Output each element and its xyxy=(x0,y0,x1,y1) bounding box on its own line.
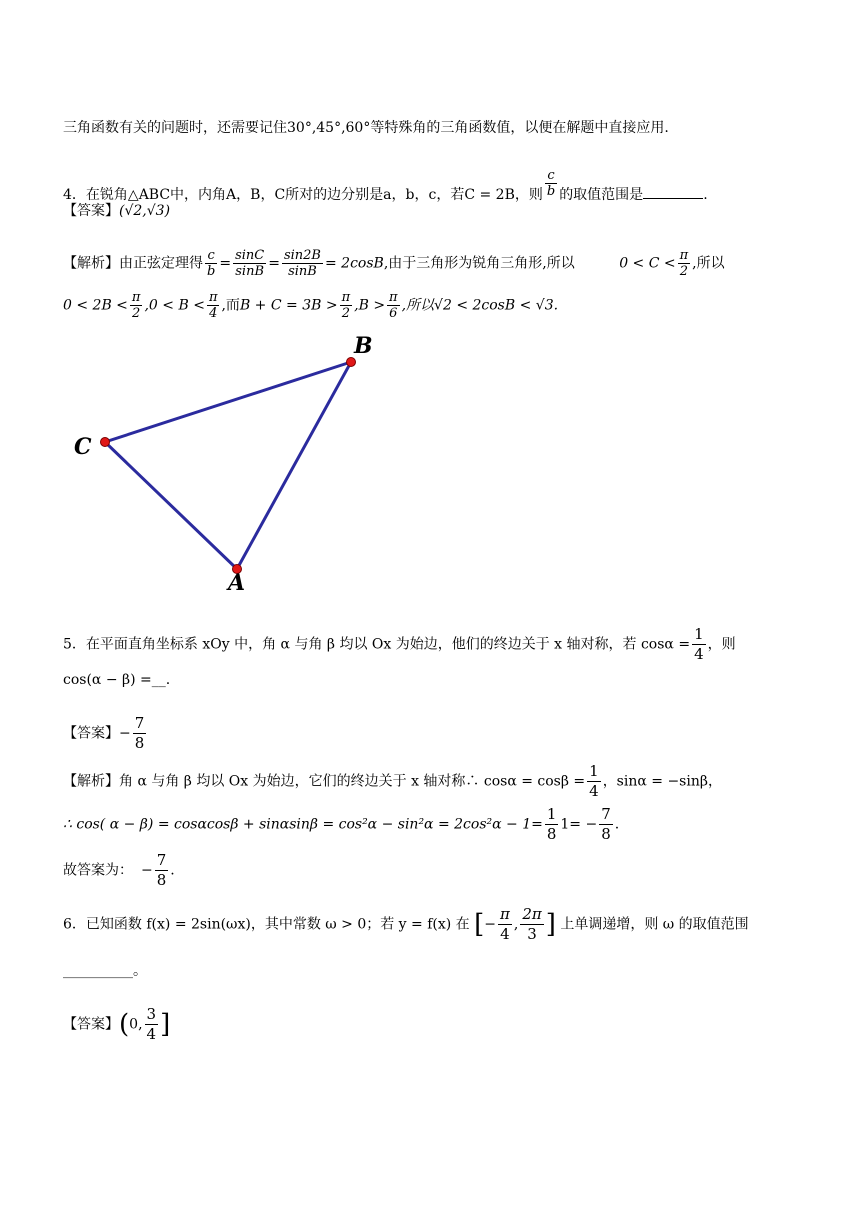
q5-conclusion: 故答案为： − $\frac{7}{8}$ . xyxy=(63,851,175,889)
answer-value: (√2,√3) xyxy=(119,203,171,219)
point-C xyxy=(101,438,110,447)
q4-analysis-line1: 【解析】由正弦定理得 $\frac{c}{b}$ = $\frac{\sin C}{\sin B}$ = $\frac{\sin 2B}{\sin B}$ = 2cosB,由于三角形为锐角三角形,所以 0 < C < $\frac{\pi}{2}$ ,所以 xyxy=(63,248,725,279)
bracket-right: ] xyxy=(545,909,556,940)
q6-answer: 【答案】(0, $\frac{3}{4}$ ] xyxy=(63,1005,171,1043)
analysis-label: 【解析】 xyxy=(63,255,119,272)
q4-text1: 在锐角△ABC中，内角A，B，C所对的边分别是a，b，c，若C = 2B，则 xyxy=(85,187,543,203)
intro-text: 三角函数有关的问题时，还需要记住30°,45°,60°等特殊角的三角函数值，以便在解题中直接应用. xyxy=(63,120,669,136)
q5-answer: 【答案】− $\frac{7}{8}$ xyxy=(63,714,145,752)
q4-fraction: $\frac{c}{b}$ xyxy=(546,168,556,199)
q4-analysis-line2: 0 < 2B < $\frac{\pi}{2}$ ,0 < B < $\frac{\pi}{4}$ ,而B + C = 3B > $\frac{\pi}{2}$ ,B > $\frac{\pi}{6}$ ,所以√2 < 2cosB < √3. xyxy=(63,290,559,321)
frac-sinC-sinB: $\frac{\sin C}{\sin B}$ xyxy=(235,248,265,279)
frac-c-b: $\frac{c}{b}$ xyxy=(207,248,216,279)
q5-analysis-line1: 【解析】角 α 与角 β 均以 Ox 为始边，它们的终边关于 x 轴对称∴ cosα = cosβ = $\frac{1}{4}$ ，sinα = −sinβ， xyxy=(63,762,722,800)
q6-blank: __________。 xyxy=(63,963,147,979)
triangle-figure xyxy=(70,330,400,590)
label-C: C xyxy=(74,434,92,460)
frac-sin2B-sinB: $\frac{\sin 2B}{\sin B}$ xyxy=(283,248,321,279)
q5-stem-line2: cos(α − β) =__. xyxy=(63,672,171,688)
q4-answer xyxy=(63,201,170,221)
q5-analysis-line2: ∴ cos( α − β) = cosαcosβ + sinαsinβ = cos²α − sin²α = 2cos²α − 1= $\frac{1}{8}$ 1= − $\frac{7}{8}$ . xyxy=(63,805,620,843)
frac-1-4: $\frac{1}{4}$ xyxy=(694,625,704,663)
frac-7-8: $\frac{7}{8}$ xyxy=(134,714,145,752)
q4-number: 4． xyxy=(63,187,86,203)
answer-label: 【答案】 xyxy=(63,203,119,219)
label-A: A xyxy=(228,570,246,590)
q4-text2: 的取值范围是 xyxy=(559,187,644,203)
frac-pi-2: $\frac{\pi}{2}$ xyxy=(679,248,689,279)
label-B: B xyxy=(354,333,373,359)
q4-stem: 4．在锐角△ABC中，内角A，B，C所对的边分别是a，b，c，若C = 2B，则 $\frac{c}{b}$ 的取值范围是 . xyxy=(63,168,708,203)
triangle-edges xyxy=(105,362,351,569)
q6-stem: 6．已知函数 f(x) = 2sin(ωx)，其中常数 ω > 0；若 y = f(x) 在 [− $\frac{\pi}{4}$ , $\frac{2\pi}{3}$ ] 上单调递增，则 ω 的取值范围 xyxy=(63,905,749,943)
bracket-left: [ xyxy=(474,909,485,940)
q5-stem: 5．在平面直角坐标系 xOy 中，角 α 与角 β 均以 Ox 为始边，他们的终边关于 x 轴对称，若 cosα = $\frac{1}{4}$ ，则 xyxy=(63,625,736,663)
answer-blank xyxy=(643,184,703,199)
